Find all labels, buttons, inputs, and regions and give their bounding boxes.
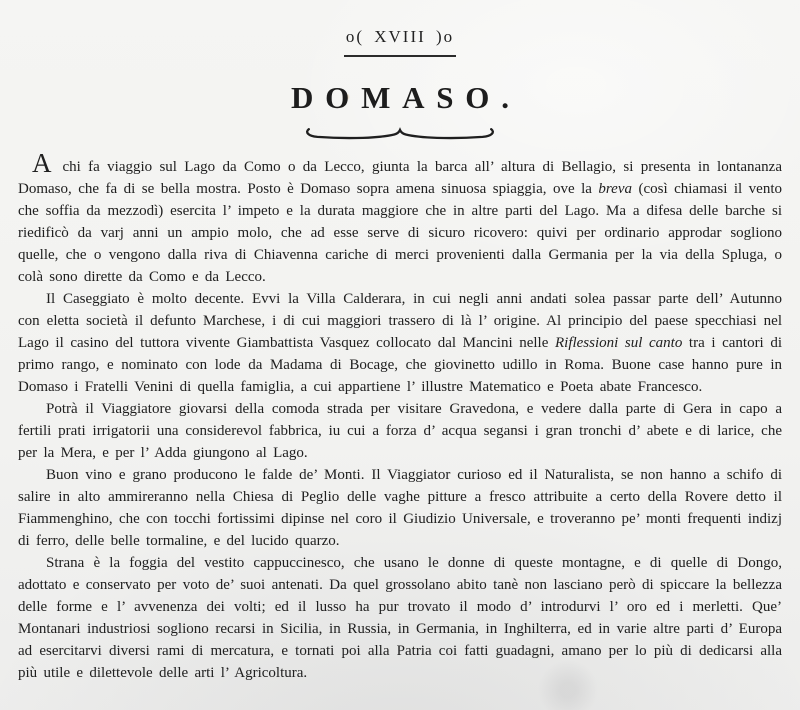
text-run: tra i cantori di primo rango, e nominato con lode da Madama di Bocage, che giovinetto udillo in Roma. Buone case hanno pure in Domaso i Fratelli Venini di quella famiglia, a cui appartiene l’ illustre Matematico e Poeta abate Francesco. <box>18 335 782 395</box>
text-run: Il Caseggiato è molto decente. Evvi la Villa Calderara, in cui negli anni andati solea passar parte dell’ Autunno con eletta società il defunto Marchese, i di cui maggiori trassero di là l’ origine. Al principio del paese specchiasi nel Lago il casino del tuttora vivente Giambattista Vasquez collocato dal Mancini nelle <box>18 291 782 351</box>
paragraph-5 <box>18 552 782 684</box>
paragraph-2 <box>18 288 782 398</box>
text-run: (così chiamasi il vento che soffia da mezzodì) esercita l’ impeto e la durata maggiore che in altre parti del Lago. Ma a difesa delle barche si riedificò da varj anni un ampio molo, che ad esse serve di sicuro ricovero: quivi per ordinario approdar sogliono quelle, che o vengono dalla riva di Chiavenna cariche di merci provenienti dalla Germania per la via della Spluga, o colà sono dirette da Como e da Lecco. <box>18 181 782 285</box>
text-run: Buon vino e grano producono le falde de’ Monti. Il Viaggiator curioso ed il Naturalista, se non hanno a schifo di salire in alto ammireranno nella Chiesa di Peglio delle vaghe pitture a fresco attribuite a certo della Rovere detto il Fiammenghino, che con tocchi fortissimi dipinse nel coro il Giudizio Universale, e troveranno pe’ monti frequenti indizj di ferro, delle belle tormaline, e del lucido quarzo. <box>18 467 782 549</box>
paragraph-1 <box>18 148 782 288</box>
brace-flourish-ornament <box>304 125 496 143</box>
page-number: o( XVIII )o <box>345 27 455 46</box>
paragraph-3 <box>18 398 782 464</box>
text-run: chi fa viaggio sul Lago da Como o da Lecco, giunta la barca all’ altura di Bellagio, si presenta in lontananza Domaso, che fa di se bella mostra. Posto è Domaso sopra amena sinuosa spiaggia, ove la <box>18 159 782 197</box>
text-run: Strana è la foggia del vestito cappuccinesco, che usano le donne di queste montagne, e di quelle di Dongo, adottato e conservato per voto de’ suoi antenati. Da quel grossolano abito tanè non lasciano però di spiccare la bellezza delle forme e l’ avvenenza dei volti; ed il lusso ha pur trovato il modo d’ introdurvi l’ oro ed i merletti. Que’ Montanari industriosi sogliono recarsi in Sicilia, in Russia, in Germania, in Inghilterra, ed in varie altre parti d’ Europa ad esercitarvi diversi rami di mercatura, e tornati poi alla Patria coi fatti guadagni, amano per lo più di dedicarsi alla più utile e dilettevole delle arti l’ Agricoltura. <box>18 555 782 681</box>
page-header <box>18 27 782 57</box>
italic-run-breva: breva <box>598 181 632 197</box>
italic-run-riflessioni: Riflessioni sul canto <box>554 335 683 351</box>
paragraph-4 <box>18 464 782 552</box>
drop-initial: A <box>32 148 52 178</box>
page-title: DOMASO. <box>291 80 521 115</box>
header-rule <box>344 55 456 57</box>
text-run: Potrà il Viaggiatore giovarsi della comoda strada per visitare Gravedona, e vedere dalla parte di Gera in capo a fertili prati irrigatorii una considerevol fabbrica, iu cui a forza d’ acqua segansi i gran tronchi d’ abete e di larice, che per la Mera, e per l’ Adda giungono al Lago. <box>18 401 782 461</box>
body-text <box>18 148 782 684</box>
